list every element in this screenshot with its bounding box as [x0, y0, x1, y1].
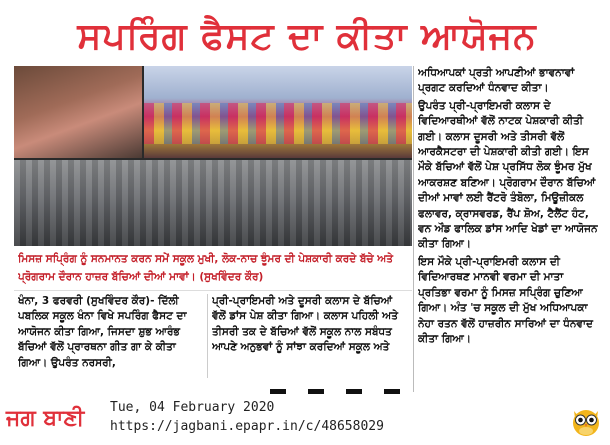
photo-audience [14, 160, 412, 246]
headline: ਸਪਰਿੰਗ ਫੈਸਟ ਦਾ ਕੀਤਾ ਆਯੋਜਨ [77, 16, 537, 57]
photo-award-ceremony [14, 66, 142, 158]
article-column-middle [212, 294, 408, 378]
column-divider [207, 294, 208, 378]
divider [14, 290, 412, 291]
owl-icon [568, 402, 604, 438]
article-paragraph: ਇਸ ਮੌਕੇ ਪ੍ਰੀ-ਪ੍ਰਾਇਮਰੀ ਕਲਾਸ ਦੀ ਵਿਦਿਆਰਥਣ ਮਾਨਵੀ ਵਰਮਾ ਦੀ ਮਾਤਾ ਪ੍ਰਤਿਭਾ ਵਰਮਾ ਨੂੰ ਮਿਸਜ਼ ਸਪ੍ਰਿੰਗ ਚੁਣਿਆ ਗਿਆ। ਅੰਤ 'ਚ ਸਕੂਲ ਦੀ ਮੁੱਖ ਅਧਿਆਪਕਾ ਨੇਹਾ ਰਤਨ ਵੱਲੋਂ ਹਾਜ਼ਰੀਨ ਸਾਰਿਆਂ ਦਾ ਧੰਨਵਾਦ ਕੀਤਾ ਗਿਆ। [418, 255, 593, 345]
article-column-right [418, 66, 598, 392]
article-column-left [18, 294, 204, 378]
brand-logo: ਜਗ ਬਾਣੀ [6, 406, 85, 431]
photo-caption: ਮਿਸਜ਼ ਸਪ੍ਰਿੰਗ ਨੂੰ ਸਨਮਾਨਤ ਕਰਨ ਸਮੇਂ ਸਕੂਲ ਮੁਖੀ, ਲੋਕ-ਨਾਚ ਝੂੰਮਰ ਦੀ ਪੇਸ਼ਕਾਰੀ ਕਰਦੇ ਬੱਚੇ ਅਤੇ ਪ੍ਰੋਗਰਾਮ ਦੌਰਾਨ ਹਾਜ਼ਰ ਬੱਚਿਆਂ ਦੀਆਂ ਮਾਵਾਂ। (ਸੁਖਵਿੰਦਰ ਕੌਰ) [18, 253, 393, 283]
article-paragraph: ਉਪਰੰਤ ਪ੍ਰੀ-ਪ੍ਰਾਇਮਰੀ ਕਲਾਸ ਦੇ ਵਿਦਿਆਰਥੀਆਂ ਵੱਲੋਂ ਨਾਟਕ ਪੇਸ਼ਕਾਰੀ ਕੀਤੀ ਗਈ। ਕਲਾਸ ਦੂਸਰੀ ਅਤੇ ਤੀਸਰੀ ਵੱਲੋਂ ਆਰਕੈਸਟਰਾ ਦੀ ਪੇਸ਼ਕਾਰੀ ਕੀਤੀ ਗਈ। ਇਸ ਮੌਕੇ ਬੱਚਿਆਂ ਵੱਲੋਂ ਪੇਸ਼ ਪ੍ਰਸਿੱਧ ਲੋਕ ਝੂੰਮਰ ਮੁੱਖ ਆਕਰਸ਼ਣ ਬਣਿਆ। ਪ੍ਰੋਗਰਾਮ ਦੌਰਾਨ ਬੱਚਿਆਂ ਦੀਆਂ ਮਾਵਾਂ ਲਈ ਰੈਂਟਰੋ ਤੰਬੋਲਾ, ਮਿਊਜ਼ੀਕਲ ਫਲਾਵਰ, ਕ੍ਰਾਸਵਰਡ, ਰੈਂਪ ਸ਼ੋਅ, ਟੈਲੈਂਟ ਹੰਟ, ਵਨ ਔਡ ਫਾਲਿਕ ਡਾਂਸ ਆਦਿ ਖੇਡਾਂ ਦਾ ਆਯੋਜਨ ਕੀਤਾ ਗਿਆ। [418, 99, 598, 251]
column-divider [413, 66, 414, 392]
cropped-text-row [270, 384, 450, 394]
edition-date: Tue, 04 February 2020 [110, 400, 275, 415]
footer [0, 394, 610, 445]
article-paragraph: ਪ੍ਰੀ-ਪ੍ਰਾਇਮਰੀ ਅਤੇ ਦੂਸਰੀ ਕਲਾਸ ਦੇ ਬੱਚਿਆਂ ਵੱਲੋਂ ਡਾਂਸ ਪੇਸ਼ ਕੀਤਾ ਗਿਆ। ਕਲਾਸ ਪਹਿਲੀ ਅਤੇ ਤੀਸਰੀ ਤਕ ਦੇ ਬੱਚਿਆਂ ਵੱਲੋਂ ਸਕੂਲ ਨਾਲ ਸਬੰਧਤ ਆਪਣੇ ਅਨੁਭਵਾਂ ਨੂੰ ਸਾਂਝਾ ਕਰਦਿਆਂ ਸਕੂਲ ਅਤੇ [212, 295, 398, 354]
article-paragraph: ਖੰਨਾ, 3 ਫਰਵਰੀ (ਸੁਖਵਿੰਦਰ ਕੌਰ)- ਦਿੱਲੀ ਪਬਲਿਕ ਸਕੂਲ ਖੰਨਾ ਵਿਖੇ ਸਪਰਿੰਗ ਫੈਸਟ ਦਾ ਆਯੋਜਨ ਕੀਤਾ ਗਿਆ, ਜਿਸਦਾ ਸ਼ੁਭ ਆਰੰਭ ਬੱਚਿਆਂ ਵੱਲੋਂ ਪ੍ਰਾਰਥਨਾ ਗੀਤ ਗਾ ਕੇ ਕੀਤਾ ਗਿਆ। ਉਪਰੰਤ ਨਰਸਰੀ, [18, 295, 187, 369]
article-paragraph: ਅਧਿਆਪਕਾਂ ਪ੍ਰਤੀ ਆਪਣੀਆਂ ਭਾਵਨਾਵਾਂ ਪ੍ਰਗਟ ਕਰਦਿਆਂ ਧੰਨਵਾਦ ਕੀਤਾ। [418, 67, 575, 95]
source-url[interactable]: https://jagbani.epapr.in/c/48658029 [110, 419, 384, 434]
photo-folk-dance [144, 66, 412, 158]
photo-collage [14, 66, 412, 246]
